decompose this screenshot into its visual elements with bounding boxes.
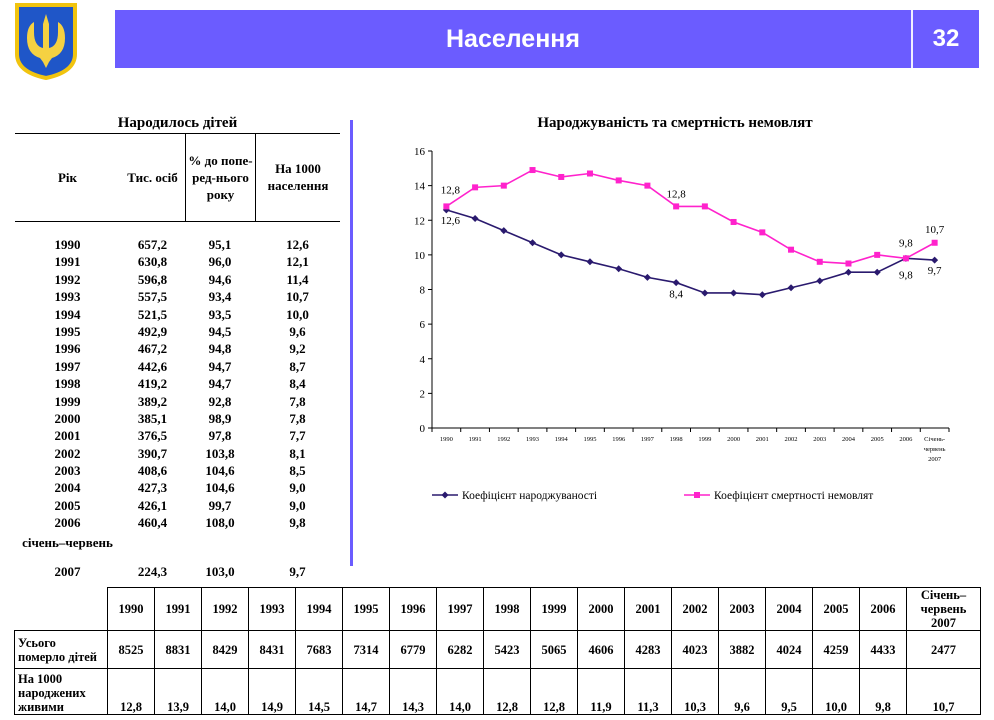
series-line-infant-mortality bbox=[446, 170, 934, 263]
year-cell: Січень–червень 2007 bbox=[907, 588, 981, 631]
table-row bbox=[15, 271, 340, 288]
y-tick-label: 8 bbox=[419, 284, 425, 297]
header-year: Рік bbox=[57, 169, 78, 185]
table-row bbox=[15, 358, 340, 375]
value-cell: 8831 bbox=[155, 631, 202, 669]
table-row bbox=[15, 497, 340, 514]
x-tick-label: 1997 bbox=[640, 436, 654, 443]
table-row-last bbox=[15, 563, 340, 580]
data-point-infant-mortality bbox=[788, 247, 794, 253]
x-tick-label: 1999 bbox=[698, 436, 712, 443]
cell-year: 2005 bbox=[54, 497, 81, 513]
cell-year: 2004 bbox=[54, 480, 81, 496]
x-tick-label: 2004 bbox=[841, 436, 855, 443]
data-point-infant-mortality bbox=[472, 184, 478, 190]
x-tick-label: 2005 bbox=[870, 436, 884, 443]
value-cell: 8429 bbox=[202, 631, 249, 669]
x-tick-label: 2001 bbox=[755, 436, 769, 443]
cell-pct: 94,7 bbox=[208, 358, 232, 374]
x-tick-label: 2007 bbox=[928, 456, 942, 463]
year-cell: 1991 bbox=[155, 588, 202, 631]
header-pct-prev: % до попе-ред-нього року bbox=[188, 152, 253, 202]
data-point-birth-rate bbox=[902, 255, 909, 262]
x-tick-label: 1991 bbox=[468, 436, 482, 443]
data-point-birth-rate bbox=[816, 277, 823, 284]
x-tick-label: 2006 bbox=[899, 436, 913, 443]
cell-pct: 103,8 bbox=[205, 445, 235, 461]
table-row-years bbox=[15, 588, 981, 631]
year-cell: 1995 bbox=[343, 588, 390, 631]
data-point-birth-rate bbox=[874, 269, 881, 276]
value-cell: 2477 bbox=[907, 631, 981, 669]
value-cell: 9,6 bbox=[719, 669, 766, 715]
year-cell: 1996 bbox=[390, 588, 437, 631]
value-cell: 5423 bbox=[484, 631, 531, 669]
cell-year: 1993 bbox=[54, 289, 81, 305]
value-cell: 13,9 bbox=[155, 669, 202, 715]
header-per-1000: На 1000 населення bbox=[267, 161, 329, 193]
legend-marker-birth-rate bbox=[442, 492, 449, 499]
data-point-infant-mortality bbox=[874, 252, 880, 258]
value-cell: 14,0 bbox=[437, 669, 484, 715]
cell-thousand: 442,6 bbox=[137, 358, 168, 374]
cell-year: 2001 bbox=[54, 428, 81, 444]
ukraine-coat-of-arms-icon bbox=[14, 2, 78, 80]
table-row bbox=[15, 393, 340, 410]
cell-pct: 93,5 bbox=[208, 306, 232, 322]
cell-year: 1990 bbox=[54, 237, 81, 252]
data-point-infant-mortality bbox=[817, 259, 823, 265]
x-tick-label: Січень- bbox=[924, 436, 946, 443]
data-point-infant-mortality bbox=[731, 219, 737, 225]
births-table-body bbox=[15, 236, 340, 532]
y-tick-label: 10 bbox=[414, 249, 425, 262]
cell-per-1000: 8,1 bbox=[289, 445, 306, 461]
data-label: 12,6 bbox=[440, 214, 460, 227]
year-cell: 1998 bbox=[484, 588, 531, 631]
data-point-birth-rate bbox=[558, 251, 565, 258]
data-point-infant-mortality bbox=[443, 203, 449, 209]
x-tick-label: червень bbox=[923, 446, 946, 453]
cell-per-1000: 9,0 bbox=[289, 497, 306, 513]
cell-pct: 103,0 bbox=[205, 564, 235, 579]
cell-per-1000: 8,5 bbox=[289, 463, 306, 479]
cell-thousand: 630,8 bbox=[137, 254, 168, 270]
value-cell: 11,3 bbox=[625, 669, 672, 715]
cell-thousand: 376,5 bbox=[137, 428, 168, 444]
year-cell: 2005 bbox=[813, 588, 860, 631]
value-cell: 4283 bbox=[625, 631, 672, 669]
data-point-birth-rate bbox=[730, 289, 737, 296]
data-label: 8,4 bbox=[669, 288, 684, 301]
cell-per-1000: 7,7 bbox=[289, 428, 306, 444]
year-cell: 1992 bbox=[202, 588, 249, 631]
cell-per-1000: 10,7 bbox=[286, 289, 309, 305]
legend-marker-infant-mortality bbox=[694, 492, 700, 498]
cell-thousand: 408,6 bbox=[137, 463, 168, 479]
data-label: 9,8 bbox=[899, 237, 913, 250]
cell-per-1000: 8,4 bbox=[289, 376, 306, 392]
cell-pct: 94,6 bbox=[208, 271, 232, 287]
x-tick-label: 1990 bbox=[439, 436, 453, 443]
cell-thousand: 657,2 bbox=[137, 237, 168, 252]
year-cell: 1990 bbox=[108, 588, 155, 631]
cell-pct: 97,8 bbox=[208, 428, 232, 444]
cell-thousand: 467,2 bbox=[137, 341, 168, 357]
title-bar bbox=[115, 10, 979, 68]
table-row-deaths bbox=[15, 631, 981, 669]
chart-title: Народжуваність та смертність немовлят bbox=[537, 115, 813, 131]
table-row bbox=[15, 479, 340, 496]
births-table-header bbox=[15, 133, 340, 221]
cell-year: 2000 bbox=[54, 410, 81, 426]
table-row bbox=[15, 514, 340, 531]
corner-cell bbox=[15, 588, 108, 631]
cell-pct: 94,7 bbox=[208, 376, 232, 392]
legend-label-birth-rate: Коефіцієнт народжуваності bbox=[462, 490, 598, 502]
table-row bbox=[15, 445, 340, 462]
x-tick-label: 1996 bbox=[612, 436, 626, 443]
cell-year: 1998 bbox=[54, 376, 81, 392]
cell-per-1000: 12,1 bbox=[286, 254, 309, 270]
data-label: 9,7 bbox=[927, 265, 942, 278]
page-title: Населення bbox=[445, 24, 580, 53]
value-cell: 14,5 bbox=[296, 669, 343, 715]
cell-year: 2002 bbox=[54, 445, 81, 461]
value-cell: 5065 bbox=[531, 631, 578, 669]
value-cell: 12,8 bbox=[108, 669, 155, 715]
data-point-infant-mortality bbox=[558, 174, 564, 180]
data-point-birth-rate bbox=[500, 227, 507, 234]
data-point-birth-rate bbox=[472, 215, 479, 222]
legend-label-infant-mortality: Коефіцієнт смертності немовлят bbox=[714, 490, 874, 502]
data-point-infant-mortality bbox=[587, 171, 593, 177]
cell-thousand: 389,2 bbox=[137, 393, 168, 409]
data-point-birth-rate bbox=[644, 274, 651, 281]
year-cell: 1999 bbox=[531, 588, 578, 631]
cell-thousand: 557,5 bbox=[137, 289, 168, 305]
infant-deaths-table bbox=[14, 587, 981, 715]
cell-year: 1997 bbox=[54, 358, 81, 374]
cell-year: 1994 bbox=[54, 306, 81, 322]
cell-pct: 98,9 bbox=[208, 410, 232, 426]
data-point-birth-rate bbox=[586, 258, 593, 265]
cell-pct: 108,0 bbox=[205, 515, 235, 531]
x-tick-label: 1992 bbox=[497, 436, 511, 443]
data-point-infant-mortality bbox=[759, 229, 765, 235]
cell-thousand: 427,3 bbox=[137, 480, 168, 496]
cell-per-1000: 11,4 bbox=[286, 271, 309, 287]
y-tick-label: 16 bbox=[414, 146, 425, 158]
y-tick-label: 2 bbox=[419, 388, 425, 401]
cell-thousand: 596,8 bbox=[137, 271, 168, 287]
cell-pct: 99,7 bbox=[208, 497, 232, 513]
value-cell: 4023 bbox=[672, 631, 719, 669]
value-cell: 12,8 bbox=[484, 669, 531, 715]
cell-year: 1999 bbox=[54, 393, 81, 409]
cell-year: 2006 bbox=[54, 515, 81, 531]
table-row bbox=[15, 253, 340, 270]
year-cell: 2003 bbox=[719, 588, 766, 631]
year-cell: 2002 bbox=[672, 588, 719, 631]
table-row bbox=[15, 306, 340, 323]
cell-pct: 92,8 bbox=[208, 393, 232, 409]
table-row bbox=[15, 375, 340, 392]
year-cell: 1994 bbox=[296, 588, 343, 631]
y-tick-label: 14 bbox=[414, 180, 425, 193]
cell-year: 2007 bbox=[54, 564, 81, 579]
data-label: 12,8 bbox=[440, 184, 460, 197]
data-point-infant-mortality bbox=[673, 203, 679, 209]
table-row bbox=[15, 288, 340, 305]
cell-thousand: 390,7 bbox=[137, 445, 168, 461]
cell-pct: 96,0 bbox=[208, 254, 232, 270]
cell-pct: 93,4 bbox=[208, 289, 232, 305]
data-label: 12,8 bbox=[666, 188, 686, 201]
data-point-infant-mortality bbox=[932, 240, 938, 246]
period-note: січень–червень bbox=[22, 535, 113, 550]
y-tick-label: 12 bbox=[414, 215, 425, 228]
cell-pct: 104,6 bbox=[205, 463, 235, 479]
cell-per-1000: 7,8 bbox=[289, 410, 306, 426]
data-point-infant-mortality bbox=[903, 255, 909, 261]
data-point-birth-rate bbox=[788, 284, 795, 291]
value-cell: 4433 bbox=[860, 631, 907, 669]
data-label: 9,8 bbox=[899, 269, 913, 282]
value-cell: 3882 bbox=[719, 631, 766, 669]
data-point-infant-mortality bbox=[616, 177, 622, 183]
cell-pct: 94,8 bbox=[208, 341, 232, 357]
value-cell: 14,9 bbox=[249, 669, 296, 715]
year-cell: 2001 bbox=[625, 588, 672, 631]
value-cell: 8431 bbox=[249, 631, 296, 669]
cell-pct: 104,6 bbox=[205, 480, 235, 496]
cell-year: 1991 bbox=[54, 254, 81, 270]
y-tick-label: 0 bbox=[419, 423, 425, 435]
table-row bbox=[15, 410, 340, 427]
value-cell: 11,9 bbox=[578, 669, 625, 715]
value-cell: 10,7 bbox=[907, 669, 981, 715]
value-cell: 4024 bbox=[766, 631, 813, 669]
cell-year: 1996 bbox=[54, 341, 81, 357]
row-label: Усього померло дітей bbox=[15, 631, 108, 669]
year-cell: 1997 bbox=[437, 588, 484, 631]
cell-per-1000: 9,2 bbox=[289, 341, 306, 357]
data-point-birth-rate bbox=[845, 269, 852, 276]
year-cell: 2006 bbox=[860, 588, 907, 631]
year-cell: 2004 bbox=[766, 588, 813, 631]
data-point-birth-rate bbox=[673, 279, 680, 286]
cell-per-1000: 9,7 bbox=[289, 564, 306, 579]
cell-thousand: 492,9 bbox=[137, 323, 168, 339]
table-row bbox=[15, 340, 340, 357]
header-thousand: Тис. осіб bbox=[127, 169, 178, 185]
value-cell: 10,0 bbox=[813, 669, 860, 715]
cell-thousand: 385,1 bbox=[137, 410, 168, 426]
table-row bbox=[15, 462, 340, 479]
y-tick-label: 6 bbox=[419, 319, 425, 332]
value-cell: 10,3 bbox=[672, 669, 719, 715]
data-point-birth-rate bbox=[759, 291, 766, 298]
x-tick-label: 1994 bbox=[554, 436, 568, 443]
cell-thousand: 419,2 bbox=[137, 376, 168, 392]
value-cell: 7314 bbox=[343, 631, 390, 669]
data-point-infant-mortality bbox=[644, 183, 650, 189]
cell-pct: 95,1 bbox=[208, 237, 232, 252]
cell-per-1000: 9,0 bbox=[289, 480, 306, 496]
x-tick-label: 2002 bbox=[784, 436, 798, 443]
cell-pct: 94,5 bbox=[208, 323, 232, 339]
cell-year: 2003 bbox=[54, 463, 81, 479]
value-cell: 4606 bbox=[578, 631, 625, 669]
x-tick-label: 2003 bbox=[813, 436, 827, 443]
cell-thousand: 426,1 bbox=[137, 497, 168, 513]
cell-per-1000: 7,8 bbox=[289, 393, 306, 409]
data-point-birth-rate bbox=[529, 239, 536, 246]
births-table-header-rule bbox=[15, 221, 340, 222]
series-line-birth-rate bbox=[446, 210, 934, 295]
y-tick-label: 4 bbox=[419, 353, 425, 366]
cell-thousand: 460,4 bbox=[137, 515, 168, 531]
cell-per-1000: 12,6 bbox=[286, 237, 309, 252]
table-row bbox=[15, 236, 340, 253]
x-tick-label: 1993 bbox=[526, 436, 540, 443]
value-cell: 14,7 bbox=[343, 669, 390, 715]
page-number: 32 bbox=[932, 25, 960, 52]
year-cell: 1993 bbox=[249, 588, 296, 631]
value-cell: 9,5 bbox=[766, 669, 813, 715]
table-row-per-1000 bbox=[15, 669, 981, 715]
data-point-birth-rate bbox=[701, 289, 708, 296]
value-cell: 6779 bbox=[390, 631, 437, 669]
data-point-infant-mortality bbox=[845, 261, 851, 267]
cell-per-1000: 9,6 bbox=[289, 323, 306, 339]
data-point-birth-rate bbox=[443, 206, 450, 213]
value-cell: 8525 bbox=[108, 631, 155, 669]
births-table-title: Народилось дітей bbox=[117, 115, 238, 131]
value-cell: 4259 bbox=[813, 631, 860, 669]
x-tick-label: 1995 bbox=[583, 436, 597, 443]
year-cell: 2000 bbox=[578, 588, 625, 631]
cell-per-1000: 9,8 bbox=[289, 515, 306, 531]
section-divider bbox=[350, 120, 353, 566]
data-point-birth-rate bbox=[931, 257, 938, 264]
table-row bbox=[15, 323, 340, 340]
row-label: На 1000 народжених живими bbox=[15, 669, 108, 715]
value-cell: 14,0 bbox=[202, 669, 249, 715]
x-tick-label: 2000 bbox=[727, 436, 741, 443]
value-cell: 6282 bbox=[437, 631, 484, 669]
value-cell: 9,8 bbox=[860, 669, 907, 715]
data-point-birth-rate bbox=[615, 265, 622, 272]
data-point-infant-mortality bbox=[501, 183, 507, 189]
cell-year: 1995 bbox=[54, 323, 81, 339]
data-point-infant-mortality bbox=[530, 167, 536, 173]
cell-year: 1992 bbox=[54, 271, 81, 287]
x-tick-label: 1998 bbox=[669, 436, 683, 443]
data-label: 10,7 bbox=[925, 223, 945, 236]
value-cell: 12,8 bbox=[531, 669, 578, 715]
cell-per-1000: 8,7 bbox=[289, 358, 306, 374]
cell-per-1000: 10,0 bbox=[286, 306, 309, 322]
value-cell: 14,3 bbox=[390, 669, 437, 715]
table-row bbox=[15, 427, 340, 444]
cell-thousand: 224,3 bbox=[137, 564, 168, 579]
value-cell: 7683 bbox=[296, 631, 343, 669]
cell-thousand: 521,5 bbox=[137, 306, 168, 322]
data-point-infant-mortality bbox=[702, 203, 708, 209]
